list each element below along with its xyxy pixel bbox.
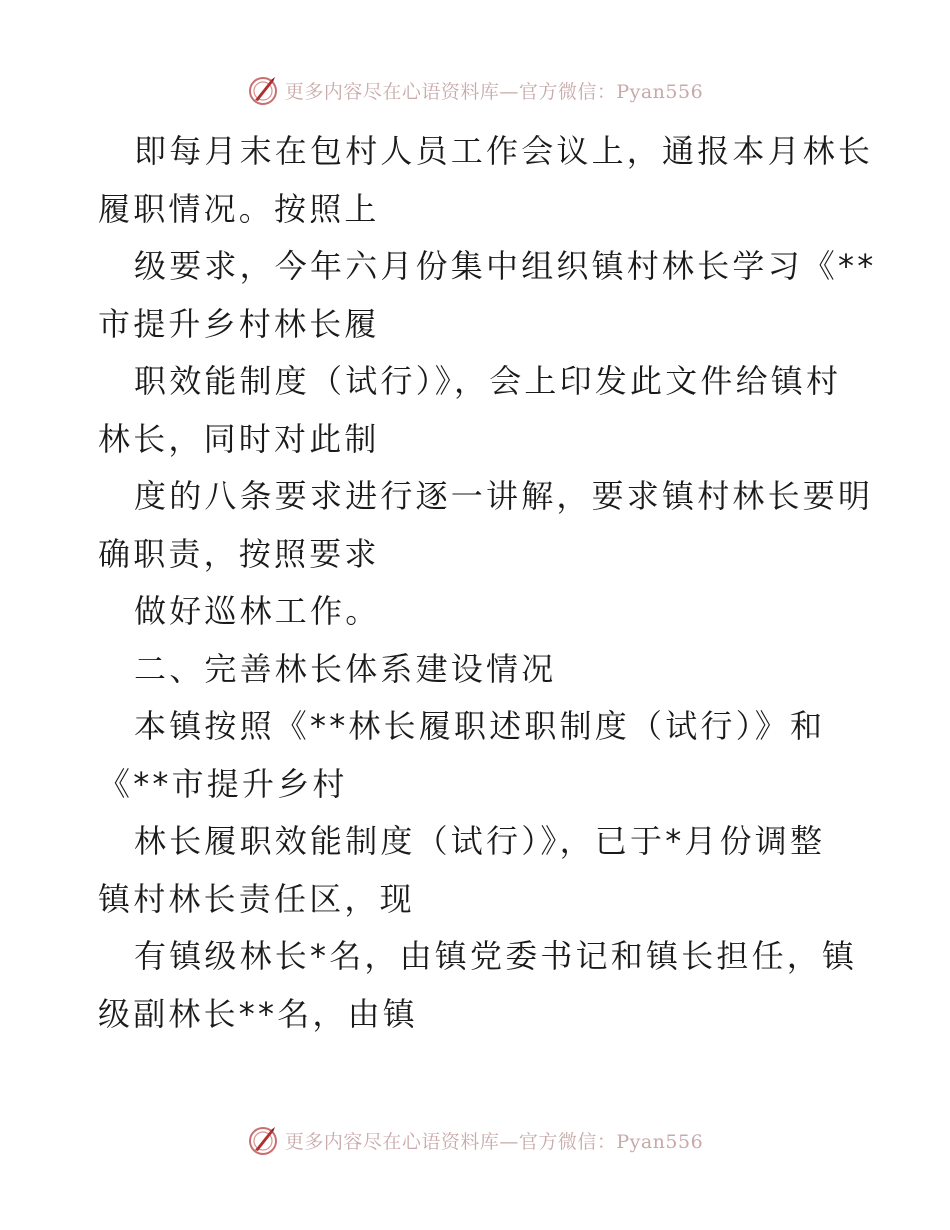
text-line: 职效能制度（试行）》，会上印发此文件给镇村 xyxy=(134,362,842,400)
text-line: 即每月末在包村人员工作会议上，通报本月林长 xyxy=(134,132,874,170)
text-line: 级要求，今年六月份集中组织镇村林长学习《** xyxy=(134,247,877,285)
watermark-group xyxy=(247,1124,703,1156)
text-line: 级副林长**名，由镇 xyxy=(98,994,419,1033)
text-line: 市提升乡村林长履 xyxy=(98,304,380,343)
text-line: 《**市提升乡村 xyxy=(98,764,348,803)
text-line: 做好巡林工作。 xyxy=(134,592,381,630)
watermark-text: 更多内容尽在心语资料库—官方微信：Pyan556 xyxy=(284,1130,704,1153)
text-line: 林长，同时对此制 xyxy=(98,419,380,458)
quill-logo-icon xyxy=(247,1124,279,1156)
text-line: 有镇级林长*名，由镇党委书记和镇长担任，镇 xyxy=(134,937,858,975)
section-heading: 二、完善林长体系建设情况 xyxy=(134,649,557,688)
text-line: 度的八条要求进行逐一讲解，要求镇村林长要明 xyxy=(134,477,874,515)
text-line: 镇村林长责任区，现 xyxy=(98,879,415,918)
quill-logo-icon xyxy=(247,74,279,106)
text-line: 林长履职效能制度（试行）》，已于*月份调整 xyxy=(134,822,826,860)
watermark-group xyxy=(247,74,703,106)
header-watermark xyxy=(0,70,950,110)
text-line: 履职情况。按照上 xyxy=(98,189,380,228)
watermark-text: 更多内容尽在心语资料库—官方微信：Pyan556 xyxy=(284,80,704,103)
document-body xyxy=(98,123,877,1043)
text-line: 确职责，按照要求 xyxy=(98,534,380,573)
text-line: 本镇按照《**林长履职述职制度（试行）》和 xyxy=(134,707,826,745)
footer-watermark xyxy=(0,1120,950,1160)
